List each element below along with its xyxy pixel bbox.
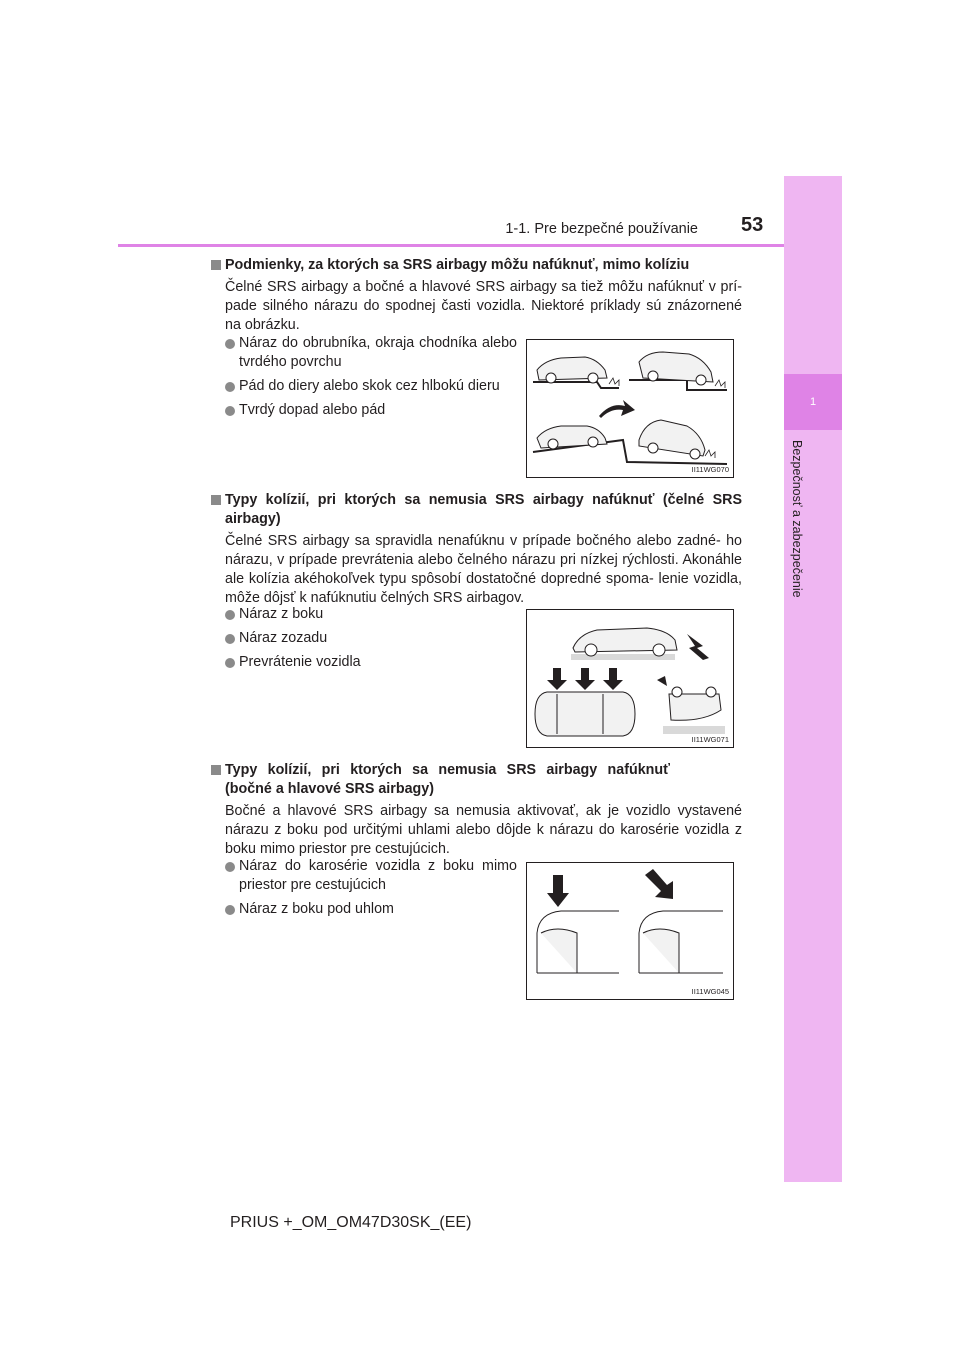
list-item-text: Prevrátenie vozidla [239,654,361,670]
chapter-title: Bezpečnosť a zabezpečenie [790,440,804,598]
list-item [225,377,517,396]
section-2-heading [210,491,742,529]
chapter-number: 1 [809,396,817,408]
section-3-bullets [225,857,517,924]
side-impact-angles-illustration [527,863,733,999]
non-frontal-impact-illustration [527,610,733,747]
square-bullet-icon [211,495,221,505]
round-bullet-icon [225,905,235,915]
figure-code: II11WG070 [691,465,729,474]
list-item [225,629,517,648]
list-item [225,334,517,372]
section-3 [210,761,742,859]
round-bullet-icon [225,634,235,644]
square-bullet-icon [211,765,221,775]
section-title: 1-1. Pre bezpečné používanie [505,221,698,237]
list-item [225,857,517,895]
figure-non-frontal-impact [526,609,734,748]
round-bullet-icon [225,339,235,349]
section-2-heading-text: Typy kolízií, pri ktorých sa nemusia SRS airbagy nafúknuť (čelné SRS airbagy) [225,492,742,527]
section-3-heading-text: Typy kolízií, pri ktorých sa nemusia SRS airbagy nafúknuť (bočné a hlavové SRS airbagy) [225,762,670,797]
list-item [225,605,517,624]
section-2-bullets [225,605,517,677]
page-number: 53 [741,214,764,236]
list-item-text: Pád do diery alebo skok cez hlbokú dieru [239,378,500,394]
list-item-text: Náraz do obrubníka, okraja chodníka alebo tvrdého povrchu [239,335,517,370]
header-rule [118,244,784,247]
list-item [225,401,517,420]
square-bullet-icon [211,260,221,270]
round-bullet-icon [225,382,235,392]
section-1-heading-text: Podmienky, za ktorých sa SRS airbagy môžu nafúknuť, mimo kolíziu [225,257,690,273]
list-item [225,900,517,919]
section-2-body: Čelné SRS airbagy sa spravidla nenafúknu v prípade bočného alebo zadné- ho nárazu, v prípade prevrátenia alebo čelného nárazu pri nízkej rýchlosti. Akonáhle ale kolízia akéhokoľvek typu spôsobí dostatočné dopredné spoma- lenie vozidla, môže dôjsť k nafúknutiu čelných SRS airbagov. [225,533,742,606]
round-bullet-icon [225,406,235,416]
list-item-text: Náraz z boku [239,606,324,622]
section-1-heading [210,256,742,275]
chapter-side-tab [784,176,842,1182]
list-item-text: Náraz zozadu [239,630,328,646]
list-item-text: Náraz z boku pod uhlom [239,901,394,917]
list-item-text: Tvrdý dopad alebo pád [239,402,386,418]
round-bullet-icon [225,862,235,872]
figure-underbody-impact [526,339,734,478]
section-1 [210,256,742,335]
round-bullet-icon [225,658,235,668]
underbody-impact-illustration [527,340,733,477]
section-1-bullets [225,334,517,425]
section-2 [210,491,742,608]
round-bullet-icon [225,610,235,620]
figure-code: II11WG045 [691,987,729,996]
list-item [225,653,517,672]
section-1-body: Čelné SRS airbagy a bočné a hlavové SRS airbagy sa tiež môžu nafúknuť v prí- pade silného nárazu do spodnej časti vozidla. Niektoré príklady sú znázornené na obrázku. [225,279,742,333]
section-3-body: Bočné a hlavové SRS airbagy sa nemusia aktivovať, ak je vozidlo vystavené nárazu z boku pod určitými uhlami alebo dôjde k nárazu do karosérie vozidla z boku mimo priestor pre cestujúcich. [225,803,742,857]
list-item-text: Náraz do karosérie vozidla z boku mimo priestor pre cestujúcich [239,858,517,893]
figure-side-impact-angles [526,862,734,1000]
document-code: PRIUS +_OM_OM47D30SK_(EE) [230,1214,472,1231]
figure-code: II11WG071 [691,735,729,744]
section-3-heading [210,761,670,799]
